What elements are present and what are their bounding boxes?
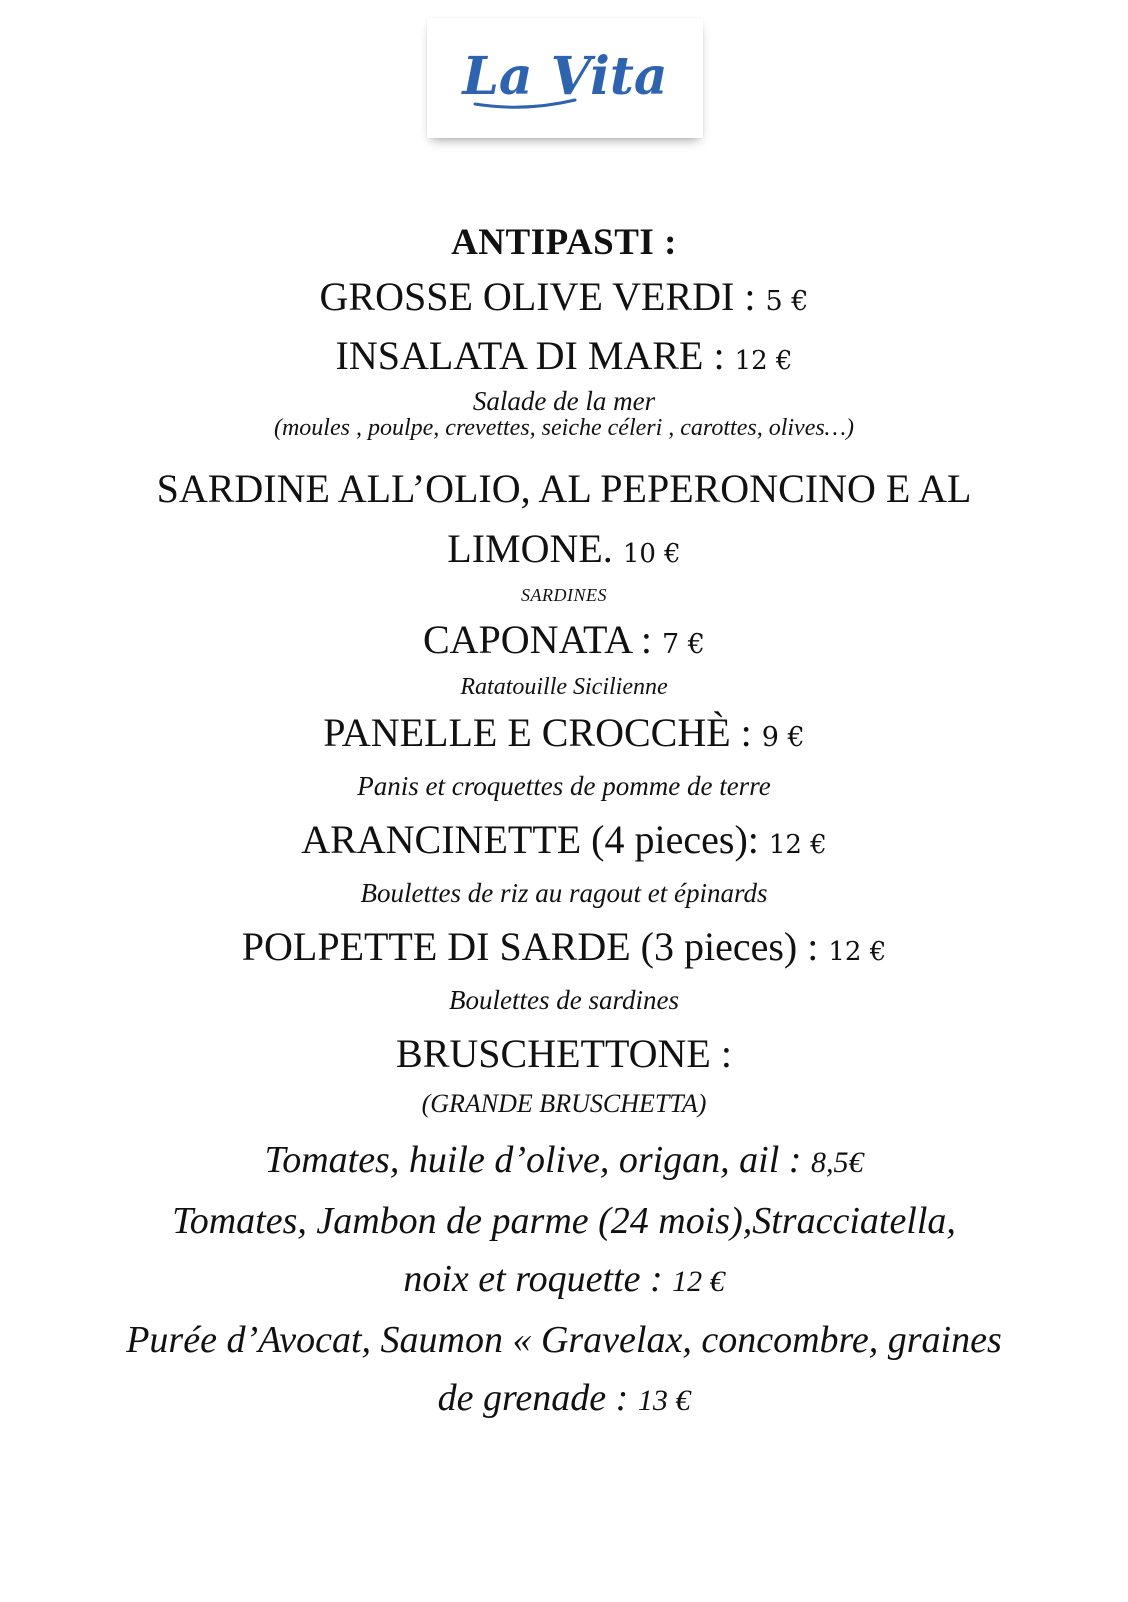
dish-name: CAPONATA : — [422, 617, 663, 662]
bruschetta-variant-line2 — [0, 1250, 1128, 1311]
menu-item-olive — [0, 274, 1128, 325]
dish-detail: (moules , poulpe, crevettes, seiche céleri , carottes, olives…) — [273, 415, 855, 441]
dish-name-line1: SARDINE ALL’OLIO, AL PEPERONCINO E AL — [156, 466, 972, 511]
dish-description: Panis et croquettes de pomme de terre — [357, 771, 771, 801]
dish-name-line2: LIMONE. — [447, 526, 623, 571]
variant-text: Tomates, huile d’olive, origan, ail : — [264, 1139, 811, 1181]
variant-text-line2: noix et roquette : — [403, 1258, 673, 1300]
bruschetta-variant — [0, 1131, 1128, 1192]
dish-description: (GRANDE BRUSCHETTA) — [421, 1089, 707, 1118]
bruschetta-variant-line2 — [0, 1369, 1128, 1430]
section-title: ANTIPASTI : — [451, 222, 677, 263]
dish-price: 12 € — [734, 346, 793, 376]
dish-price: 5 € — [765, 286, 809, 317]
dish-name: INSALATA DI MARE : — [335, 333, 735, 378]
menu-item-panelle — [0, 710, 1128, 761]
dish-description: Boulettes de riz au ragout et épinards — [360, 878, 768, 908]
menu-item-caponata — [0, 617, 1128, 668]
menu-item-arancinette — [0, 817, 1128, 868]
variant-price: 12 € — [672, 1265, 725, 1298]
menu-item-insalata — [0, 333, 1128, 384]
bruschetta-variant — [0, 1311, 1128, 1369]
dish-description: Boulettes de sardines — [449, 985, 679, 1015]
bruschetta-variant — [0, 1192, 1128, 1250]
dish-name: PANELLE E CROCCHÈ : — [323, 710, 762, 755]
dish-price: 12 € — [828, 937, 887, 967]
logo-text: La Vita — [462, 46, 668, 107]
la-vita-logo — [445, 38, 685, 118]
dish-name: GROSSE OLIVE VERDI : — [319, 274, 766, 319]
dish-name: BRUSCHETTONE : — [396, 1031, 732, 1076]
dish-name: ARANCINETTE (4 pieces): — [301, 817, 769, 862]
menu-item-sardine-line2 — [0, 526, 1128, 577]
menu-item-polpette — [0, 924, 1128, 975]
variant-price: 13 € — [637, 1384, 691, 1417]
variant-price: 8,5€ — [810, 1146, 864, 1179]
dish-description: Ratatouille Sicilienne — [460, 674, 668, 700]
dish-price: 12 € — [768, 830, 827, 860]
variant-text-line1: Tomates, Jambon de parme (24 mois),Stracciatella, — [172, 1200, 956, 1242]
logo-card — [427, 18, 703, 138]
dish-description: SARDINES — [521, 585, 607, 605]
menu-item-bruschettone — [0, 1031, 1128, 1077]
menu-item-sardine — [0, 466, 1128, 512]
variant-text-line1: Purée d’Avocat, Saumon « Gravelax, concombre, graines — [126, 1319, 1002, 1361]
variant-text-line2: de grenade : — [437, 1377, 638, 1419]
dish-price: 10 € — [622, 539, 681, 569]
dish-name: POLPETTE DI SARDE (3 pieces) : — [241, 924, 829, 969]
menu — [0, 222, 1128, 1430]
dish-price: 7 € — [662, 629, 705, 660]
dish-description: Salade de la mer — [472, 386, 656, 416]
dish-price: 9 € — [761, 722, 805, 753]
